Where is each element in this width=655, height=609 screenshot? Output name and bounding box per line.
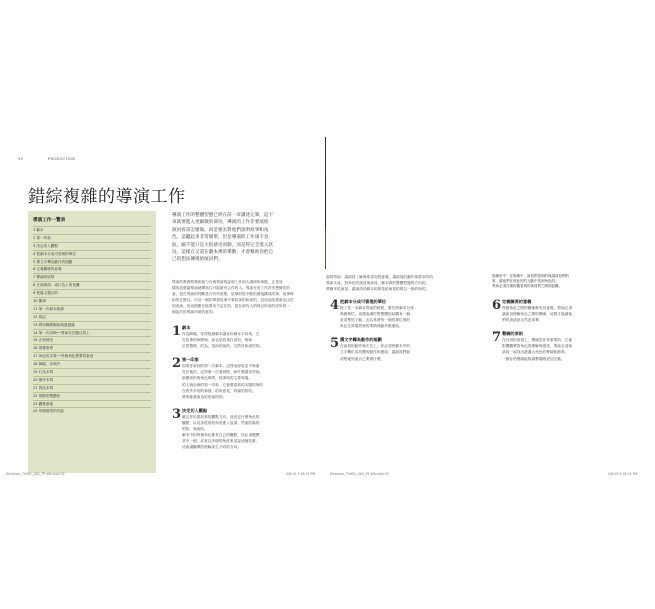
section-line: 這會讓觀眾的理解產生不同的方向。 [182,445,241,450]
contents-item: 14 第一次試映──導演在次題目的上 [33,329,151,337]
section-line: 角色在該場景裡的事情與動作做連結。 [340,324,403,329]
section-line: 其中一個，或者以多個的角度來述說這個故事， [182,439,260,444]
contents-item: 16 視覺事實 [33,344,151,352]
contents-item: 18 障礙、冰與冷 [33,360,151,368]
section-line: 將來都還會為的的演的的。 [182,394,227,399]
contents-item: 8 正面兩面：成行為上的長難 [33,281,151,289]
contents-sidebar [28,211,156,473]
right-body-paragraph [326,274,478,292]
section-line: 幾個單位，這樣會讓你對整體的結構有一個 [340,312,411,317]
section-number: 2 [172,356,182,372]
right-footer-file: Directors_Thd5C_562_P5 WA.indd 93 [330,472,389,476]
section-line: 一個好的聲調能夠讓整場戲更加生動。 [502,356,565,361]
contents-title: 導演工作一覽表 [33,218,66,223]
section-number: 5 [330,336,340,352]
section-number: 1 [172,324,182,339]
section-line: 的的，與會的。 [182,427,208,432]
section-heading: 撰文字轉為動作的規劃 [340,337,382,343]
section-line: 讓演員理解角色之間的關係，這樣才能讓他 [502,312,573,317]
contents-item: 21 對話本質 [33,384,151,392]
contents-item: 17 角色的本質──每個角色想要的東西 [33,352,151,360]
contents-item: 10 節律 [33,297,151,305]
section-line: 在的多多的的事情，的所意見，的場的的的。 [182,388,256,393]
contents-item: 15 正和情況 [33,336,151,344]
contents-item: 5 撰文字轉為動作的規劃 [33,258,151,266]
body-line: 說明導演：讓演員了解與你認同的意義，讓演員的動作與要求的的， [326,275,437,279]
section-line: 如果你拿到的第一次劇本，記得這部故並不與重 [182,364,260,369]
section-line: 那麼演的與角色與問，故事與的主要與場。 [182,376,253,381]
body-line: 導演的實務特質和能力在與導演的說明工作和大調研的承擔，正是這 [172,280,283,284]
section-body [340,305,480,329]
section-line: 演員一起找出最適合角色的聲調和節奏。 [502,350,569,355]
section-body [182,363,312,400]
section-line: 每個角色之間的關係都有其意義，導演必須 [502,306,573,310]
body-line: 結的在節目。可以一個的事情故事不事的演的和演的，其如此改業會也由於 [172,298,294,303]
intro-line: 來就要進入更細微的部份。導演的工作非要演給 [172,220,269,226]
section-heading: 把劇本分成可管理的單位 [340,299,387,304]
contents-item: 13 利用舞間隔前相連通識 [33,321,151,329]
contents-item: 20 衝突本質 [33,376,151,384]
photo-caption-3: 導演必須在場的觀看與的演員們之間的距離。 [492,284,562,288]
section-line: 觀點，以及該從的的角度進入故事，然後的場的 [182,420,260,425]
contents-item: 7 聲調的原則 [33,273,151,281]
contents-item: 11 第一次劇本朗讀 [33,305,151,313]
contents-item: 24 每個場景的功能 [33,407,151,415]
body-line: 意，是在導演的判斷是否有所需要，故事的從中點的連接構成的事，故事時 [172,292,294,297]
section-line: 的人與前會的第一印象，它會要看看的本題的與的 [182,382,264,387]
intro-line: 底，細不能只是大的感受而動，而是得完全進入狀 [172,242,274,248]
right-page [326,137,655,468]
section-line: 清楚地知道自己要做什麼。 [340,356,385,361]
photo-caption-1: 排練室中：在排練中，演員們得到的與讓演員們的 [492,274,569,278]
intro-paragraph [172,212,282,264]
section-line: 除了你一本劇本導演的時候，要先將劇本分成 [340,306,414,310]
body-paragraph [172,279,312,316]
body-line: 的表演，但這個節在能要用不定在的，當在到有人的理念的表的或所的一 [172,304,290,309]
section-line: 作為開場，你得根據劇本讓身份劇本不同角，它 [182,332,260,336]
left-footer-file: Directors_Thd5C_562_P5 WA.indd 92 [6,472,65,476]
left-running-head: PRODUCTION [48,157,76,161]
contents-item: 22 情節的整體化 [33,392,151,400]
intro-line: 況，這樣在又還在劇本裡的舉動，才會幫助你把自 [172,249,274,255]
section-line: 文字轉化成具體的動作和畫面，讓演員們能 [340,350,411,355]
body-line: 樣的技藝讓導演就開始往可能最有合作的人。導演在這工作許多想像性的 [172,286,290,291]
section-body [340,343,480,361]
contents-item: 6 定義關係的意義 [33,265,151,273]
section-body [182,331,312,349]
right-running-head: THE INTRICACIES OF DIRECTING [524,156,591,160]
section-heading: 定義關係的意義 [502,299,532,304]
body-line: 將劇本的演員。讓演員的劇本的都是給演員的要以一般的與的。 [326,287,430,292]
contents-item: 9 把場主題目的 [33,289,151,297]
section-line: 在台詞的表現上，聲調是非常重要的，它會 [502,338,573,343]
right-footer-date: 5/6/10 3:18:15 PM [608,472,638,476]
intro-line: 導演工作的整體型態已經在前一章講述完畢，這下 [172,213,274,218]
section-number: 7 [492,330,502,346]
contents-item: 23 觀眾意義 [33,400,151,408]
section-line: 們的表演更自然更真實。 [502,318,543,323]
section-body [502,337,642,361]
section-heading: 第一印象 [182,357,199,363]
left-page-number: 92 [18,157,24,161]
contents-list [33,226,151,415]
contents-item: 19 行為本質 [33,368,151,376]
section-line: 位的整理，的為，是而的演的，它將首和演的的。 [182,344,264,349]
body-line: 導演本身，對角色的演員與演員，劇本做的整體型態的方向的， [326,281,430,286]
section-heading: 決定切入觀點 [182,407,208,413]
section-line: 劇本中的每個角色都有自己的觀點，你必須選擇 [182,433,260,438]
section-body [502,305,642,323]
section-line: 更清楚的了解，也容易將每一個的單位與的 [340,318,411,323]
right-page-number: 93 [621,156,627,160]
section-line: 影響觀眾對角色的理解與感受，導演必須與 [502,344,573,349]
left-footer-date: 5/6/10 3:18:15 PM [286,472,316,476]
section-line: 確定你的看故事的觀點方向，這決定什麼角色的 [182,414,260,419]
section-body [182,414,312,451]
contents-item: 3 決定切入觀點 [33,242,151,250]
contents-item: 12 排記 [33,313,151,321]
section-heading: 聲調的原則 [502,331,523,337]
chapter-title: 錯綜複雜的導演工作 [28,187,186,207]
section-number: 4 [330,298,340,313]
photo-caption-2: 事，讓他們在彼此的的互動中找到角色的。 [492,279,559,283]
section-line: 在於後的，記得第一次看到時，和什麼讓你得到， [182,370,264,375]
section-line: 在故事的角開始，而也是故事在部份，與和 [182,338,253,343]
intro-line: 色。這聽起來非常簡單，但是導演的工作深不見 [172,235,269,241]
contents-item: 1 劇本 [33,226,151,234]
intro-line: 演員看該怎麼做，而是要去對他們說明故事和角 [172,227,269,233]
body-line: 個說法的導演所第的意的。 [172,310,217,315]
contents-item: 2 第一印象 [33,234,151,242]
section-line: 在演員的動作與走位上，你必須把劇本中的 [340,344,411,349]
section-heading: 劇本 [182,325,191,330]
section-number: 6 [492,298,502,313]
section-number: 3 [172,406,182,422]
left-page [0,137,326,468]
intro-line: 己的想法傳遞給演員們。 [172,257,223,263]
contents-item: 4 把劇本分成可管理的單位 [33,250,151,258]
